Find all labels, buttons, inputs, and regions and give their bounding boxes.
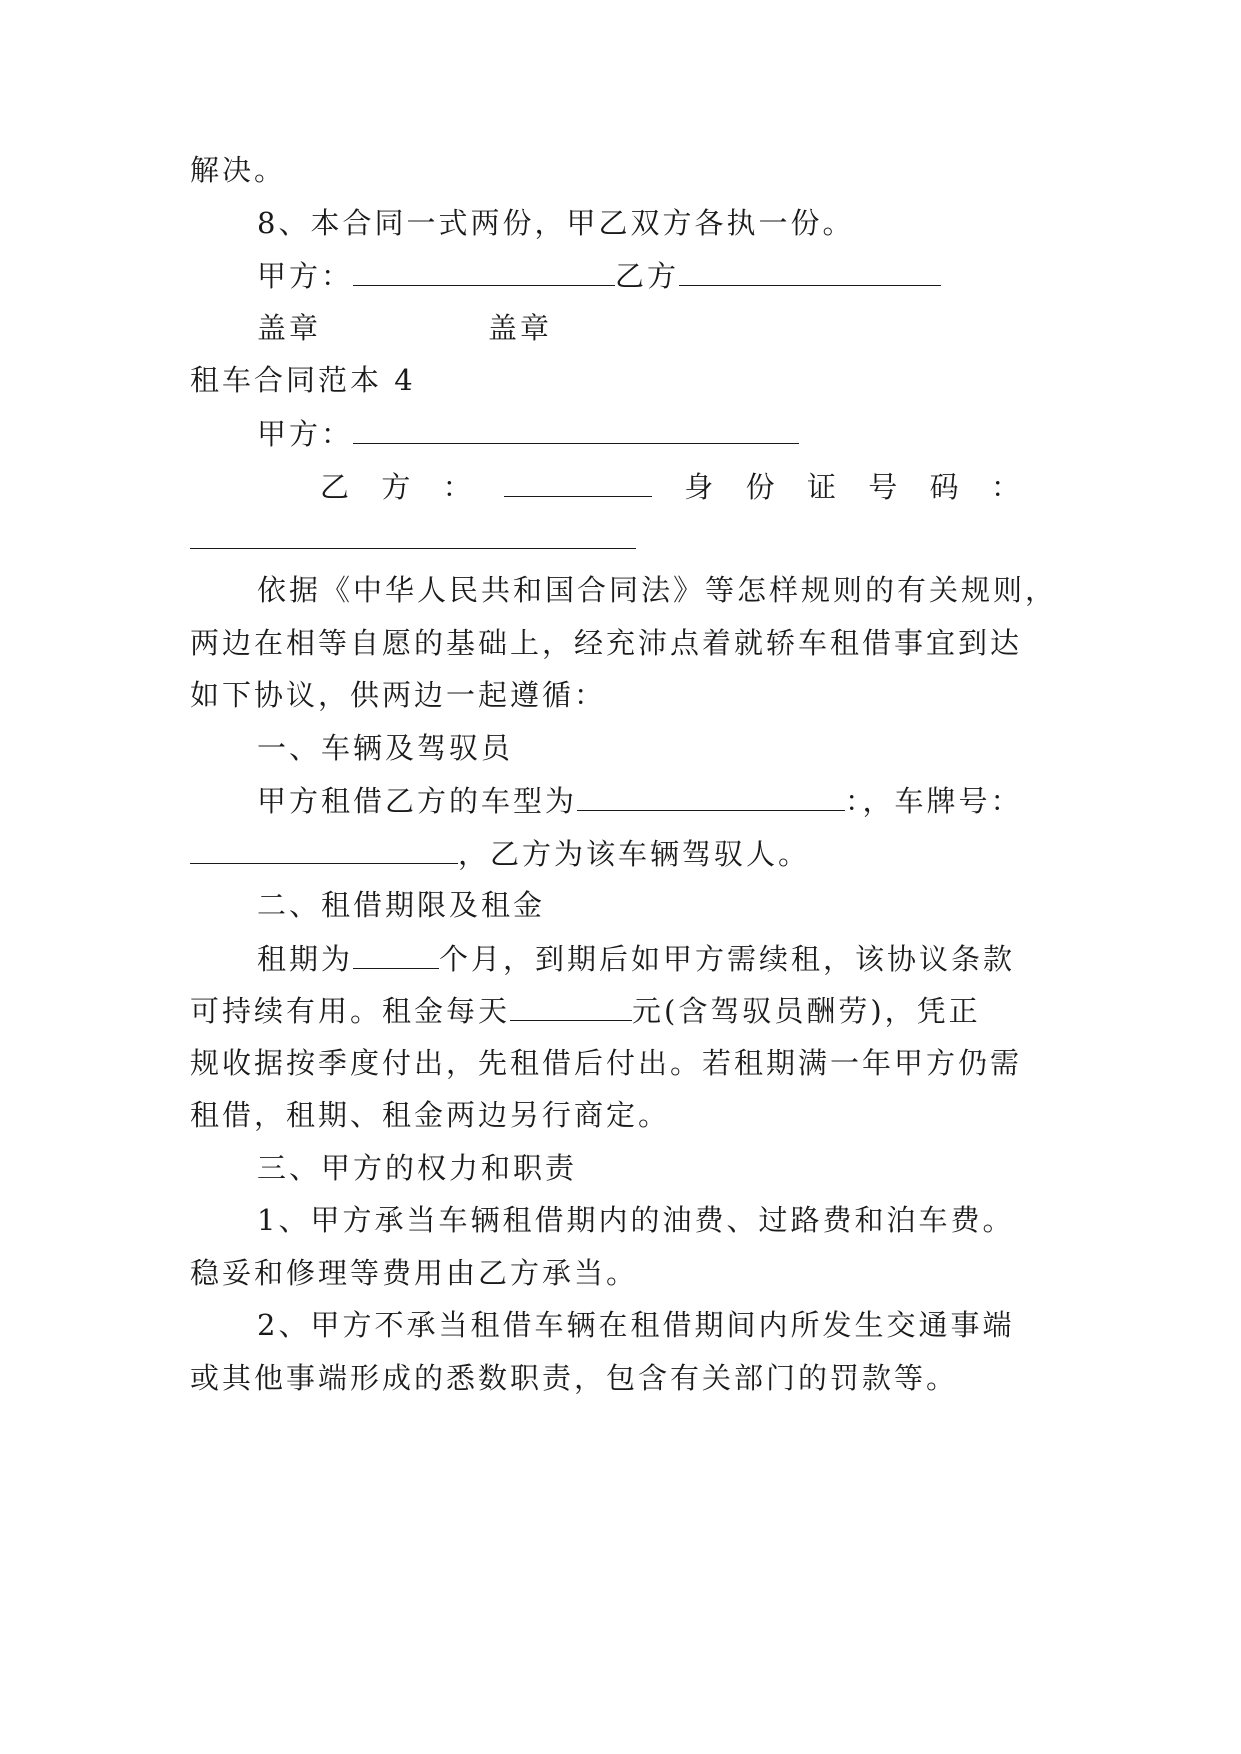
party-b-char: 乙 [320, 470, 350, 504]
section-heading: 三、甲方的权力和职责 [257, 1151, 578, 1185]
rent-line [190, 990, 981, 1031]
section-heading: 二、租借期限及租金 [257, 888, 546, 922]
id-char: 身 [684, 470, 714, 504]
clause-8: 8、本合同一式两份，甲乙双方各执一份。 [257, 206, 855, 240]
party-b-id-line [320, 466, 1020, 507]
vehicle-model-blank [577, 780, 845, 811]
plate-blank [190, 833, 458, 864]
party-b-label: 乙方 [615, 259, 680, 293]
id-char: 号 [868, 470, 898, 504]
term-line [257, 938, 1015, 979]
vehicle-line [257, 780, 1023, 821]
term-text: 个月，到期后如甲方需续租，该协议条款 [439, 942, 1016, 976]
paragraph-line: 如下协议，供两边一起遵循： [190, 678, 607, 712]
party-b-char: 方 [381, 470, 411, 504]
party-b-char: ： [442, 470, 472, 504]
party-a-line [257, 413, 799, 454]
vehicle-model-label: 甲方租借乙方的车型为 [257, 784, 578, 818]
rent-blank [510, 990, 632, 1021]
party-b-blank [679, 255, 941, 286]
paragraph-line: 2、甲方不承当租借车辆在租借期间内所发生交通事端 [257, 1308, 1015, 1342]
paragraph-line: 依据《中华人民共和国合同法》等怎样规则的有关规则， [257, 573, 1058, 607]
paragraph-line: 1、甲方承当车辆租借期内的油费、过路费和泊车费。 [257, 1203, 1015, 1237]
plate-label: ：，车牌号： [845, 784, 1023, 818]
id-char: 码 [929, 470, 959, 504]
paragraph-line: 稳妥和修理等费用由乙方承当。 [190, 1256, 639, 1290]
party-b-blank [504, 466, 652, 497]
party-a-label: 甲方： [257, 417, 354, 451]
id-number-blank [190, 518, 636, 549]
vehicle-line [190, 833, 810, 874]
id-char: 证 [806, 470, 836, 504]
signature-line [257, 255, 941, 296]
paragraph-line: 规收据按季度付出，先租借后付出。若租期满一年甲方仍需 [190, 1046, 1023, 1080]
party-a-blank [353, 255, 615, 286]
id-char: ： [990, 470, 1020, 504]
term-label: 租期为 [257, 942, 354, 976]
driver-text: ，乙方为该车辆驾驭人。 [458, 837, 811, 871]
rent-text: 元(含驾驭员酬劳)，凭正 [632, 994, 981, 1028]
paragraph-line: 两边在相等自愿的基础上，经充沛点着就轿车租借事宜到达 [190, 626, 1023, 660]
party-a-blank [353, 413, 799, 444]
text-line: 解决。 [190, 153, 287, 187]
seal-b: 盖章 [488, 311, 553, 345]
paragraph-line: 租借，租期、租金两边另行商定。 [190, 1098, 671, 1132]
section-heading: 一、车辆及驾驭员 [257, 731, 514, 765]
paragraph-line: 或其他事端形成的悉数职责，包含有关部门的罚款等。 [190, 1361, 959, 1395]
seal-a: 盖章 [257, 311, 322, 345]
id-char: 份 [745, 470, 775, 504]
id-blank-line [190, 518, 636, 559]
rent-label: 可持续有用。租金每天 [190, 994, 511, 1028]
section-title: 租车合同范本 4 [190, 363, 416, 397]
months-blank [353, 938, 439, 969]
party-a-label: 甲方： [257, 259, 354, 293]
